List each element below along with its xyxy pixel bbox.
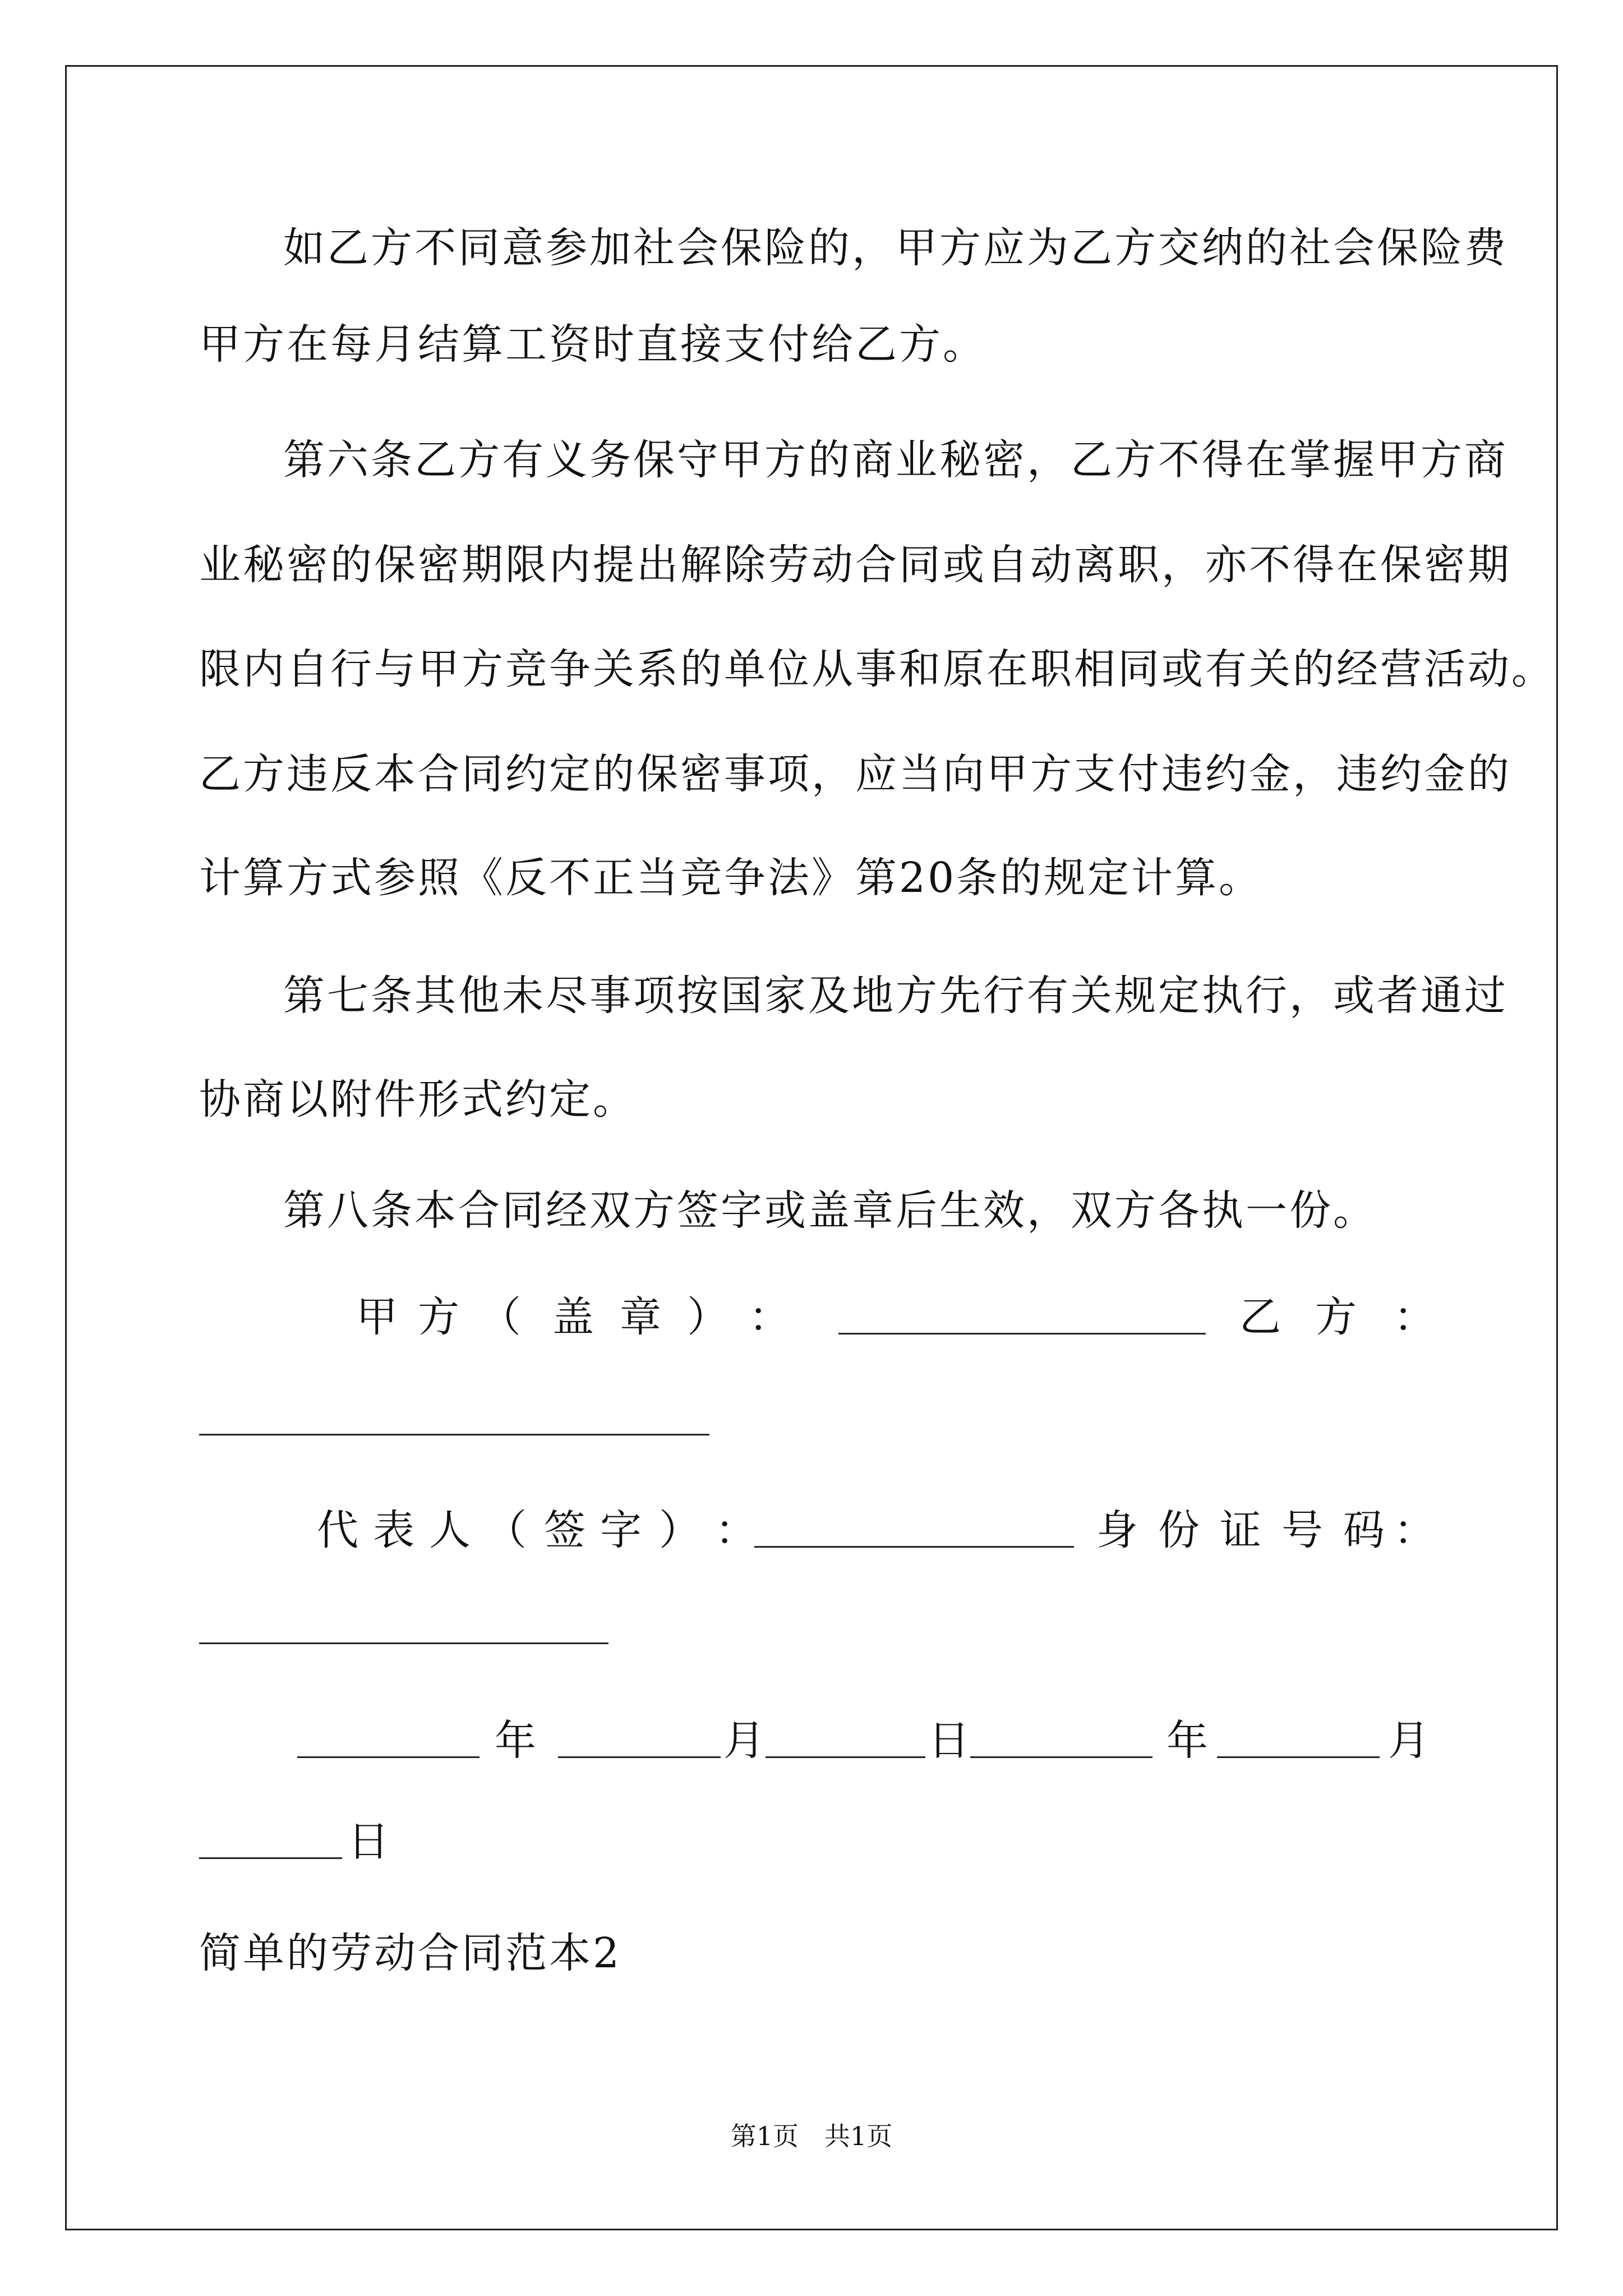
paragraph-line: 如乙方不同意参加社会保险的，甲方应为乙方交纳的社会保险费 bbox=[283, 224, 1508, 272]
representative-char: 字 bbox=[600, 1506, 642, 1554]
year-label: 年 bbox=[495, 1717, 536, 1765]
paragraph-line: 协商以附件形式约定。 bbox=[199, 1075, 637, 1124]
id-number-char: ： bbox=[1394, 1506, 1435, 1554]
month-blank-b[interactable] bbox=[1217, 1713, 1380, 1758]
day-blank-a[interactable] bbox=[766, 1713, 925, 1758]
month-label: 月 bbox=[723, 1717, 765, 1765]
representative-char: 签 bbox=[544, 1506, 585, 1554]
representative-char: 代 bbox=[317, 1506, 358, 1554]
year-label: 年 bbox=[1166, 1717, 1208, 1765]
representative-char: ： bbox=[715, 1506, 757, 1554]
section-title: 简单的劳动合同范本2 bbox=[199, 1929, 622, 1977]
month-label: 月 bbox=[1388, 1717, 1430, 1765]
party-b-blank-row bbox=[199, 1390, 1422, 1446]
id-number-char: 份 bbox=[1158, 1506, 1200, 1554]
id-number-char: 证 bbox=[1220, 1506, 1261, 1554]
id-number-blank-row bbox=[199, 1599, 1422, 1655]
day-row bbox=[199, 1814, 1422, 1870]
date-row bbox=[199, 1713, 1430, 1769]
paragraph-line: 乙方违反本合同约定的保密事项，应当向甲方支付违约金，违约金的 bbox=[199, 750, 1511, 798]
paragraph-line: 第六条乙方有义务保守甲方的商业秘密，乙方不得在掌握甲方商 bbox=[283, 436, 1508, 484]
day-label: 日 bbox=[928, 1717, 970, 1765]
representative-char: 人 bbox=[429, 1506, 471, 1554]
party-b-char: ： bbox=[1394, 1293, 1435, 1341]
party-a-char: 方 bbox=[418, 1293, 459, 1341]
representative-row bbox=[199, 1502, 1435, 1558]
page-total: 共1页 bbox=[824, 2121, 893, 2151]
party-a-char: 盖 bbox=[552, 1293, 594, 1341]
id-number-blank[interactable] bbox=[199, 1599, 608, 1644]
paragraph-line: 计算方式参照《反不正当竞争法》第20条的规定计算。 bbox=[199, 854, 1263, 902]
day-label: 日 bbox=[348, 1818, 389, 1866]
party-b-char: 乙 bbox=[1239, 1293, 1281, 1341]
party-b-char: 方 bbox=[1315, 1293, 1357, 1341]
paragraph-line: 甲方在每月结算工资时直接支付给乙方。 bbox=[199, 320, 986, 369]
year-blank-b[interactable] bbox=[970, 1713, 1152, 1758]
party-a-char: 甲 bbox=[356, 1293, 398, 1341]
month-blank-a[interactable] bbox=[558, 1713, 721, 1758]
party-a-char: （ bbox=[479, 1293, 521, 1341]
paragraph-line: 第七条其他未尽事项按国家及地方先行有关规定执行，或者通过 bbox=[283, 972, 1508, 1020]
paragraph-line: 第八条本合同经双方签字或盖章后生效，双方各执一份。 bbox=[283, 1186, 1377, 1235]
page-number: 第1页 bbox=[730, 2121, 799, 2151]
representative-char: ） bbox=[659, 1506, 700, 1554]
id-number-char: 码 bbox=[1343, 1506, 1385, 1554]
id-number-char: 身 bbox=[1096, 1506, 1138, 1554]
representative-signature-blank[interactable] bbox=[754, 1502, 1074, 1548]
paragraph-line: 业秘密的保密期限内提出解除劳动合同或自动离职，亦不得在保密期 bbox=[199, 541, 1511, 589]
day-blank-b[interactable] bbox=[199, 1814, 342, 1859]
party-a-char: ： bbox=[749, 1293, 790, 1341]
representative-char: 表 bbox=[373, 1506, 414, 1554]
year-blank-a[interactable] bbox=[297, 1713, 479, 1758]
party-a-char: 章 bbox=[620, 1293, 661, 1341]
representative-char: （ bbox=[485, 1506, 527, 1554]
party-signature-row bbox=[199, 1289, 1435, 1345]
page-border bbox=[65, 65, 1558, 2230]
paragraph-line: 限内自行与甲方竞争关系的单位从事和原在职相同或有关的经营活动。 bbox=[199, 645, 1555, 693]
page-footer bbox=[0, 2119, 1623, 2153]
id-number-char: 号 bbox=[1281, 1506, 1323, 1554]
party-b-signature-blank[interactable] bbox=[199, 1390, 709, 1435]
party-a-char: ） bbox=[687, 1293, 728, 1341]
party-a-signature-blank[interactable] bbox=[838, 1289, 1206, 1335]
